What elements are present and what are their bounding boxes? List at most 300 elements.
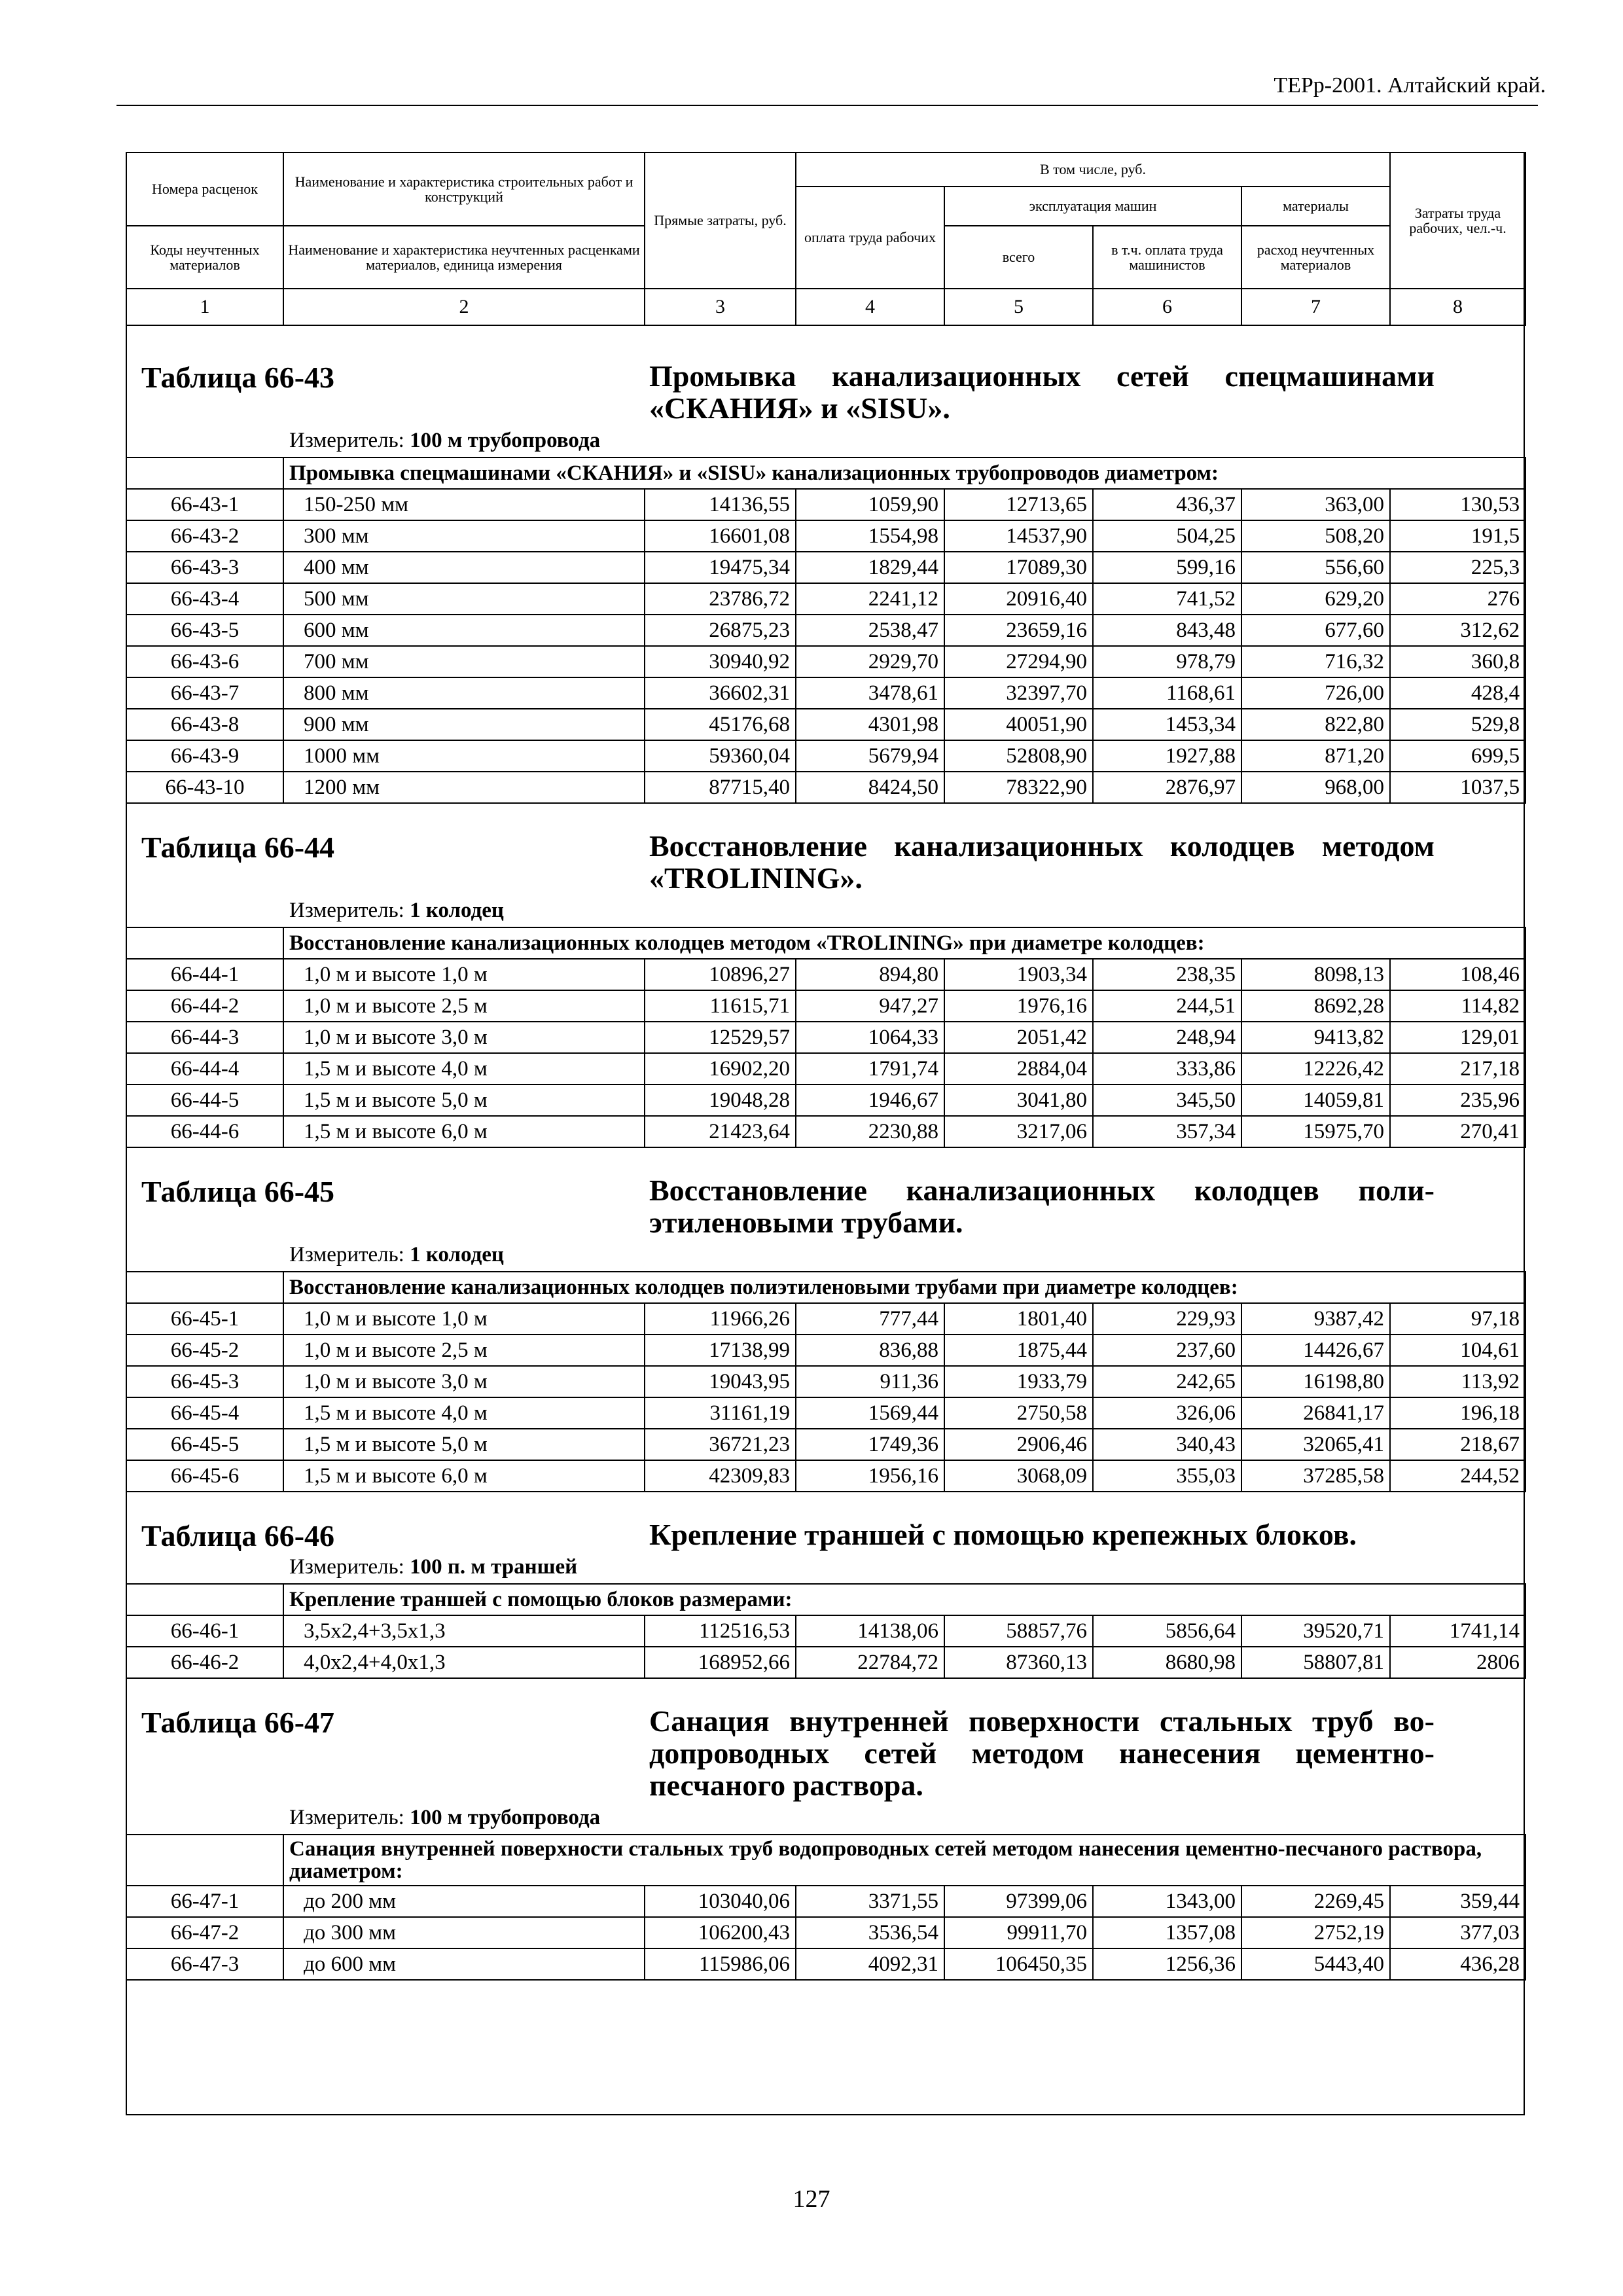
rate-table xyxy=(126,1271,1526,1492)
work-name: 900 мм xyxy=(283,709,645,740)
table-row xyxy=(126,1303,1525,1335)
measure-line xyxy=(126,424,1525,457)
machines-total: 3041,80 xyxy=(944,1085,1093,1116)
column-number: 6 xyxy=(1093,289,1241,325)
machines-total: 2884,04 xyxy=(944,1053,1093,1085)
labor-hours: 108,46 xyxy=(1390,959,1525,990)
caption-blank-cell xyxy=(126,927,283,959)
direct-costs: 10896,27 xyxy=(645,959,796,990)
direct-costs: 87715,40 xyxy=(645,772,796,803)
machine-operators-pay: 5856,64 xyxy=(1093,1615,1241,1647)
work-name: 800 мм xyxy=(283,677,645,709)
header-materials-extra: расход неучтенных материалов xyxy=(1241,226,1390,289)
machines-total: 40051,90 xyxy=(944,709,1093,740)
table-row xyxy=(126,990,1525,1022)
machine-operators-pay: 326,06 xyxy=(1093,1397,1241,1429)
worker-pay: 1554,98 xyxy=(796,520,944,552)
running-head: ТЕРр-2001. Алтайский край. xyxy=(1274,73,1546,98)
machine-operators-pay: 229,93 xyxy=(1093,1303,1241,1335)
worker-pay: 2241,12 xyxy=(796,583,944,615)
header-including: В том числе, руб. xyxy=(796,152,1390,187)
work-name: 1,5 м и высоте 5,0 м xyxy=(283,1429,645,1460)
work-name: 1,5 м и высоте 5,0 м xyxy=(283,1085,645,1116)
table-row xyxy=(126,1397,1525,1429)
table-row xyxy=(126,1886,1525,1917)
direct-costs: 103040,06 xyxy=(645,1886,796,1917)
labor-hours: 1037,5 xyxy=(1390,772,1525,803)
machine-operators-pay: 1168,61 xyxy=(1093,677,1241,709)
direct-costs: 19043,95 xyxy=(645,1366,796,1397)
worker-pay: 2538,47 xyxy=(796,615,944,646)
rate-code: 66-43-5 xyxy=(126,615,283,646)
work-name: до 200 мм xyxy=(283,1886,645,1917)
work-name: 1,5 м и высоте 6,0 м xyxy=(283,1460,645,1492)
machines-total: 97399,06 xyxy=(944,1886,1093,1917)
table-caption: Промывка спецмашинами «СКАНИЯ» и «SISU» канализационных трубопроводов диаметром: xyxy=(283,457,1525,489)
machines-total: 52808,90 xyxy=(944,740,1093,772)
direct-costs: 16902,20 xyxy=(645,1053,796,1085)
machine-operators-pay: 355,03 xyxy=(1093,1460,1241,1492)
table-caption-row xyxy=(126,1584,1525,1615)
header-col2-bottom: Наименование и характеристика неучтенных расценками материалов, единица измерения xyxy=(283,226,645,289)
machines-total: 106450,35 xyxy=(944,1948,1093,1980)
labor-hours: 359,44 xyxy=(1390,1886,1525,1917)
table-row xyxy=(126,772,1525,803)
work-name: 1,5 м и высоте 4,0 м xyxy=(283,1397,645,1429)
worker-pay: 3371,55 xyxy=(796,1886,944,1917)
direct-costs: 14136,55 xyxy=(645,489,796,520)
header-machines: эксплуатация машин xyxy=(944,187,1241,226)
worker-pay: 4301,98 xyxy=(796,709,944,740)
table-row xyxy=(126,615,1525,646)
machines-total: 58857,76 xyxy=(944,1615,1093,1647)
direct-costs: 19048,28 xyxy=(645,1085,796,1116)
rate-table xyxy=(126,927,1526,1148)
rate-code: 66-45-4 xyxy=(126,1397,283,1429)
labor-hours: 129,01 xyxy=(1390,1022,1525,1053)
materials: 15975,70 xyxy=(1241,1116,1390,1147)
caption-blank-cell xyxy=(126,1272,283,1303)
machine-operators-pay: 1256,36 xyxy=(1093,1948,1241,1980)
header-col2-top: Наименование и характеристика строительных работ и конструкций xyxy=(283,152,645,226)
work-name: 500 мм xyxy=(283,583,645,615)
machine-operators-pay: 345,50 xyxy=(1093,1085,1241,1116)
labor-hours: 97,18 xyxy=(1390,1303,1525,1335)
materials: 39520,71 xyxy=(1241,1615,1390,1647)
materials: 8098,13 xyxy=(1241,959,1390,990)
table-code: Таблица 66-46 xyxy=(141,1519,335,1552)
direct-costs: 12529,57 xyxy=(645,1022,796,1053)
direct-costs: 42309,83 xyxy=(645,1460,796,1492)
labor-hours: 529,8 xyxy=(1390,709,1525,740)
direct-costs: 36602,31 xyxy=(645,677,796,709)
measure-line xyxy=(126,1238,1525,1271)
machines-total: 23659,16 xyxy=(944,615,1093,646)
direct-costs: 11615,71 xyxy=(645,990,796,1022)
table-row xyxy=(126,583,1525,615)
labor-hours: 428,4 xyxy=(1390,677,1525,709)
materials: 968,00 xyxy=(1241,772,1390,803)
table-row xyxy=(126,1948,1525,1980)
labor-hours: 218,67 xyxy=(1390,1429,1525,1460)
labor-hours: 104,61 xyxy=(1390,1335,1525,1366)
machines-total: 2051,42 xyxy=(944,1022,1093,1053)
table-code: Таблица 66-44 xyxy=(141,831,335,864)
materials: 14059,81 xyxy=(1241,1085,1390,1116)
direct-costs: 16601,08 xyxy=(645,520,796,552)
materials: 9413,82 xyxy=(1241,1022,1390,1053)
table-title: Санация внутренней поверхности стальных труб во-допроводных сетей методом нанесения цементно-песчаного раствора. xyxy=(649,1704,1435,1802)
machines-total: 1903,34 xyxy=(944,959,1093,990)
work-name: 600 мм xyxy=(283,615,645,646)
work-name: 3,5х2,4+3,5х1,3 xyxy=(283,1615,645,1647)
worker-pay: 1749,36 xyxy=(796,1429,944,1460)
direct-costs: 59360,04 xyxy=(645,740,796,772)
worker-pay: 2230,88 xyxy=(796,1116,944,1147)
labor-hours: 130,53 xyxy=(1390,489,1525,520)
rate-code: 66-45-3 xyxy=(126,1366,283,1397)
machine-operators-pay: 504,25 xyxy=(1093,520,1241,552)
measure-value: 1 колодец xyxy=(410,899,504,922)
table-section-header xyxy=(126,334,1525,457)
table-row xyxy=(126,520,1525,552)
machines-total: 32397,70 xyxy=(944,677,1093,709)
measure-value: 100 м трубопровода xyxy=(410,1806,601,1829)
machines-total: 78322,90 xyxy=(944,772,1093,803)
table-row xyxy=(126,646,1525,677)
machine-operators-pay: 357,34 xyxy=(1093,1116,1241,1147)
table-caption-row xyxy=(126,457,1525,489)
measure-line xyxy=(126,1551,1525,1583)
header-direct-costs: Прямые затраты, руб. xyxy=(645,152,796,289)
table-row xyxy=(126,959,1525,990)
rate-code: 66-47-3 xyxy=(126,1948,283,1980)
header-col1-bottom: Коды неучтенных материалов xyxy=(126,226,283,289)
direct-costs: 112516,53 xyxy=(645,1615,796,1647)
direct-costs: 106200,43 xyxy=(645,1917,796,1948)
direct-costs: 168952,66 xyxy=(645,1647,796,1678)
materials: 37285,58 xyxy=(1241,1460,1390,1492)
table-row xyxy=(126,1647,1525,1678)
materials: 629,20 xyxy=(1241,583,1390,615)
materials: 14426,67 xyxy=(1241,1335,1390,1366)
work-name: 1200 мм xyxy=(283,772,645,803)
machine-operators-pay: 741,52 xyxy=(1093,583,1241,615)
caption-blank-cell xyxy=(126,1584,283,1615)
machine-operators-pay: 1927,88 xyxy=(1093,740,1241,772)
table-title: Промывка канализационных сетей спецмашинами «СКАНИЯ» и «SISU». xyxy=(649,359,1435,425)
measure-line xyxy=(126,1801,1525,1834)
measure-label: Измеритель: xyxy=(289,1243,404,1266)
materials: 26841,17 xyxy=(1241,1397,1390,1429)
labor-hours: 270,41 xyxy=(1390,1116,1525,1147)
table-caption: Санация внутренней поверхности стальных труб водопроводных сетей методом нанесения цементно-песчаного раствора, диаметром: xyxy=(283,1835,1525,1886)
rate-code: 66-44-2 xyxy=(126,990,283,1022)
direct-costs: 115986,06 xyxy=(645,1948,796,1980)
labor-hours: 225,3 xyxy=(1390,552,1525,583)
machine-operators-pay: 333,86 xyxy=(1093,1053,1241,1085)
table-row xyxy=(126,1053,1525,1085)
materials: 2269,45 xyxy=(1241,1886,1390,1917)
column-number: 3 xyxy=(645,289,796,325)
worker-pay: 1946,67 xyxy=(796,1085,944,1116)
machines-total: 27294,90 xyxy=(944,646,1093,677)
machine-operators-pay: 238,35 xyxy=(1093,959,1241,990)
machine-operators-pay: 2876,97 xyxy=(1093,772,1241,803)
labor-hours: 436,28 xyxy=(1390,1948,1525,1980)
machine-operators-pay: 436,37 xyxy=(1093,489,1241,520)
work-name: до 600 мм xyxy=(283,1948,645,1980)
table-caption-row xyxy=(126,1272,1525,1303)
worker-pay: 777,44 xyxy=(796,1303,944,1335)
direct-costs: 30940,92 xyxy=(645,646,796,677)
measure-label: Измеритель: xyxy=(289,1806,404,1829)
direct-costs: 45176,68 xyxy=(645,709,796,740)
table-row xyxy=(126,1085,1525,1116)
worker-pay: 1829,44 xyxy=(796,552,944,583)
measure-label: Измеритель: xyxy=(289,1555,404,1579)
labor-hours: 699,5 xyxy=(1390,740,1525,772)
rate-code: 66-47-1 xyxy=(126,1886,283,1917)
rate-code: 66-45-6 xyxy=(126,1460,283,1492)
measure-value: 100 м трубопровода xyxy=(410,429,601,452)
labor-hours: 244,52 xyxy=(1390,1460,1525,1492)
column-number: 7 xyxy=(1241,289,1390,325)
materials: 32065,41 xyxy=(1241,1429,1390,1460)
worker-pay: 3478,61 xyxy=(796,677,944,709)
machines-total: 17089,30 xyxy=(944,552,1093,583)
worker-pay: 2929,70 xyxy=(796,646,944,677)
caption-blank-cell xyxy=(126,457,283,489)
measure-line xyxy=(126,894,1525,927)
materials: 5443,40 xyxy=(1241,1948,1390,1980)
machines-total: 3217,06 xyxy=(944,1116,1093,1147)
work-name: 400 мм xyxy=(283,552,645,583)
machine-operators-pay: 248,94 xyxy=(1093,1022,1241,1053)
column-number: 2 xyxy=(283,289,645,325)
materials: 556,60 xyxy=(1241,552,1390,583)
direct-costs: 21423,64 xyxy=(645,1116,796,1147)
rate-code: 66-45-1 xyxy=(126,1303,283,1335)
machine-operators-pay: 843,48 xyxy=(1093,615,1241,646)
rate-code: 66-43-7 xyxy=(126,677,283,709)
table-code: Таблица 66-47 xyxy=(141,1706,335,1739)
worker-pay: 8424,50 xyxy=(796,772,944,803)
materials: 726,00 xyxy=(1241,677,1390,709)
machines-total: 87360,13 xyxy=(944,1647,1093,1678)
column-number: 5 xyxy=(944,289,1093,325)
column-number: 8 xyxy=(1390,289,1525,325)
rate-table xyxy=(126,1834,1526,1981)
worker-pay: 3536,54 xyxy=(796,1917,944,1948)
direct-costs: 23786,72 xyxy=(645,583,796,615)
worker-pay: 894,80 xyxy=(796,959,944,990)
rate-code: 66-44-5 xyxy=(126,1085,283,1116)
rate-tables xyxy=(126,334,1525,1981)
machines-total: 2750,58 xyxy=(944,1397,1093,1429)
machine-operators-pay: 8680,98 xyxy=(1093,1647,1241,1678)
rate-code: 66-43-1 xyxy=(126,489,283,520)
table-code: Таблица 66-45 xyxy=(141,1175,335,1208)
machines-total: 1875,44 xyxy=(944,1335,1093,1366)
worker-pay: 4092,31 xyxy=(796,1948,944,1980)
machines-total: 99911,70 xyxy=(944,1917,1093,1948)
work-name: 150-250 мм xyxy=(283,489,645,520)
rate-table xyxy=(126,457,1526,804)
materials: 822,80 xyxy=(1241,709,1390,740)
machines-total: 12713,65 xyxy=(944,489,1093,520)
table-title: Восстановление канализационных колодцев поли-этиленовыми трубами. xyxy=(649,1174,1435,1239)
table-title: Крепление траншей с помощью крепежных блоков. xyxy=(649,1518,1357,1551)
work-name: 1,0 м и высоте 1,0 м xyxy=(283,959,645,990)
header-col1-top: Номера расценок xyxy=(126,152,283,226)
table-row xyxy=(126,1116,1525,1147)
labor-hours: 360,8 xyxy=(1390,646,1525,677)
rate-code: 66-45-5 xyxy=(126,1429,283,1460)
table-row xyxy=(126,552,1525,583)
work-name: 700 мм xyxy=(283,646,645,677)
table-section-header xyxy=(126,1492,1525,1583)
worker-pay: 22784,72 xyxy=(796,1647,944,1678)
caption-blank-cell xyxy=(126,1835,283,1886)
direct-costs: 36721,23 xyxy=(645,1429,796,1460)
work-name: 1,0 м и высоте 3,0 м xyxy=(283,1366,645,1397)
labor-hours: 113,92 xyxy=(1390,1366,1525,1397)
direct-costs: 19475,34 xyxy=(645,552,796,583)
table-row xyxy=(126,677,1525,709)
worker-pay: 1791,74 xyxy=(796,1053,944,1085)
table-row xyxy=(126,1460,1525,1492)
machines-total: 1976,16 xyxy=(944,990,1093,1022)
rate-code: 66-44-4 xyxy=(126,1053,283,1085)
materials: 677,60 xyxy=(1241,615,1390,646)
labor-hours: 217,18 xyxy=(1390,1053,1525,1085)
labor-hours: 235,96 xyxy=(1390,1085,1525,1116)
table-row xyxy=(126,1615,1525,1647)
direct-costs: 26875,23 xyxy=(645,615,796,646)
column-header-table xyxy=(126,152,1526,326)
materials: 508,20 xyxy=(1241,520,1390,552)
rate-code: 66-43-6 xyxy=(126,646,283,677)
table-section-header xyxy=(126,1679,1525,1834)
machine-operators-pay: 242,65 xyxy=(1093,1366,1241,1397)
measure-value: 100 п. м траншей xyxy=(410,1555,578,1579)
machine-operators-pay: 237,60 xyxy=(1093,1335,1241,1366)
labor-hours: 2806 xyxy=(1390,1647,1525,1678)
machine-operators-pay: 1343,00 xyxy=(1093,1886,1241,1917)
table-section-header xyxy=(126,1148,1525,1271)
header-labor-costs: Затраты труда рабочих, чел.-ч. xyxy=(1390,152,1525,289)
labor-hours: 114,82 xyxy=(1390,990,1525,1022)
table-caption-row xyxy=(126,927,1525,959)
machines-total: 1933,79 xyxy=(944,1366,1093,1397)
table-title: Восстановление канализационных колодцев методом «TROLINING». xyxy=(649,829,1435,895)
labor-hours: 191,5 xyxy=(1390,520,1525,552)
machine-operators-pay: 244,51 xyxy=(1093,990,1241,1022)
column-number: 1 xyxy=(126,289,283,325)
rate-code: 66-43-4 xyxy=(126,583,283,615)
materials: 16198,80 xyxy=(1241,1366,1390,1397)
worker-pay: 1059,90 xyxy=(796,489,944,520)
materials: 716,32 xyxy=(1241,646,1390,677)
worker-pay: 947,27 xyxy=(796,990,944,1022)
rate-code: 66-45-2 xyxy=(126,1335,283,1366)
labor-hours: 196,18 xyxy=(1390,1397,1525,1429)
measure-label: Измеритель: xyxy=(289,429,404,452)
worker-pay: 14138,06 xyxy=(796,1615,944,1647)
worker-pay: 836,88 xyxy=(796,1335,944,1366)
work-name: 1,5 м и высоте 6,0 м xyxy=(283,1116,645,1147)
machines-total: 3068,09 xyxy=(944,1460,1093,1492)
table-row xyxy=(126,489,1525,520)
machines-total: 1801,40 xyxy=(944,1303,1093,1335)
measure-value: 1 колодец xyxy=(410,1243,504,1266)
table-caption: Восстановление канализационных колодцев полиэтиленовыми трубами при диаметре колодцев: xyxy=(283,1272,1525,1303)
work-name: 1000 мм xyxy=(283,740,645,772)
worker-pay: 1956,16 xyxy=(796,1460,944,1492)
work-name: до 300 мм xyxy=(283,1917,645,1948)
direct-costs: 11966,26 xyxy=(645,1303,796,1335)
table-caption: Крепление траншей с помощью блоков размерами: xyxy=(283,1584,1525,1615)
worker-pay: 911,36 xyxy=(796,1366,944,1397)
labor-hours: 377,03 xyxy=(1390,1917,1525,1948)
worker-pay: 5679,94 xyxy=(796,740,944,772)
table-row xyxy=(126,1335,1525,1366)
work-name: 1,5 м и высоте 4,0 м xyxy=(283,1053,645,1085)
machine-operators-pay: 599,16 xyxy=(1093,552,1241,583)
column-number: 4 xyxy=(796,289,944,325)
rate-code: 66-43-2 xyxy=(126,520,283,552)
table-caption-row xyxy=(126,1835,1525,1886)
labor-hours: 276 xyxy=(1390,583,1525,615)
table-caption: Восстановление канализационных колодцев методом «TROLINING» при диаметре колодцев: xyxy=(283,927,1525,959)
table-code: Таблица 66-43 xyxy=(141,361,335,394)
labor-hours: 312,62 xyxy=(1390,615,1525,646)
materials: 58807,81 xyxy=(1241,1647,1390,1678)
materials: 871,20 xyxy=(1241,740,1390,772)
rate-table xyxy=(126,1583,1526,1679)
header-materials: материалы xyxy=(1241,187,1390,226)
rate-code: 66-44-1 xyxy=(126,959,283,990)
rate-code: 66-46-1 xyxy=(126,1615,283,1647)
table-row xyxy=(126,1917,1525,1948)
table-row xyxy=(126,709,1525,740)
rate-code: 66-46-2 xyxy=(126,1647,283,1678)
rate-code: 66-43-8 xyxy=(126,709,283,740)
direct-costs: 31161,19 xyxy=(645,1397,796,1429)
machines-total: 14537,90 xyxy=(944,520,1093,552)
work-name: 1,0 м и высоте 2,5 м xyxy=(283,1335,645,1366)
work-name: 1,0 м и высоте 1,0 м xyxy=(283,1303,645,1335)
measure-label: Измеритель: xyxy=(289,899,404,922)
header-machines-total: всего xyxy=(944,226,1093,289)
materials: 2752,19 xyxy=(1241,1917,1390,1948)
rate-code: 66-43-3 xyxy=(126,552,283,583)
machine-operators-pay: 1453,34 xyxy=(1093,709,1241,740)
machine-operators-pay: 978,79 xyxy=(1093,646,1241,677)
header-worker-pay: оплата труда рабочих xyxy=(796,187,944,289)
table-section-header xyxy=(126,804,1525,927)
direct-costs: 17138,99 xyxy=(645,1335,796,1366)
work-name: 1,0 м и высоте 3,0 м xyxy=(283,1022,645,1053)
work-name: 1,0 м и высоте 2,5 м xyxy=(283,990,645,1022)
page-number: 127 xyxy=(793,2185,830,2213)
rate-code: 66-47-2 xyxy=(126,1917,283,1948)
materials: 9387,42 xyxy=(1241,1303,1390,1335)
materials: 12226,42 xyxy=(1241,1053,1390,1085)
rate-code: 66-43-9 xyxy=(126,740,283,772)
machines-total: 2906,46 xyxy=(944,1429,1093,1460)
